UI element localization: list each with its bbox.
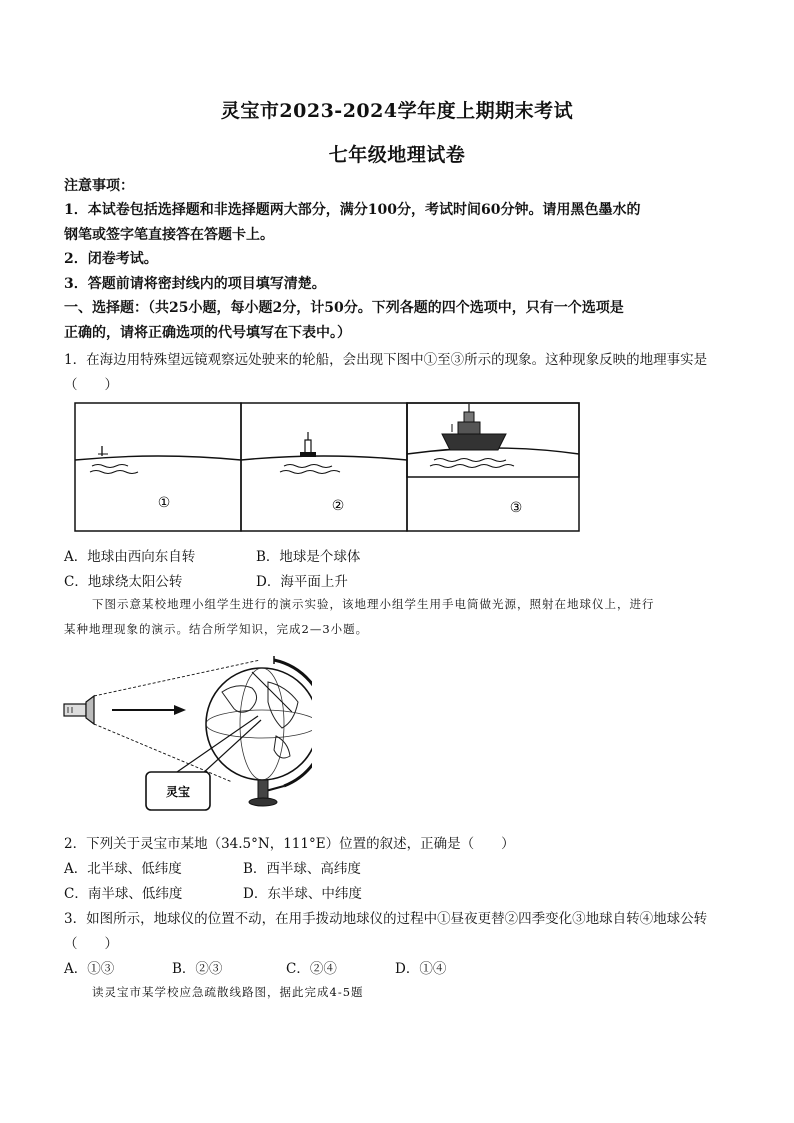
panel-2-label: ② <box>331 498 345 514</box>
notice-item-1-line-2: 钢笔或签字笔直接答在答题卡上。 <box>64 227 274 243</box>
section-1-heading-line-2: 正确的，请将正确选项的代号填写在下表中。） <box>64 325 351 341</box>
globe-icon <box>206 656 312 806</box>
q2-option-a[interactable]: A．北半球、低纬度 <box>64 861 182 877</box>
section-1-heading-line-1: 一、选择题：（共25小题，每小题2分，计50分。下列各题的四个选项中，只有一个选项是 <box>64 300 624 316</box>
q2-option-d[interactable]: D．东半球、中纬度 <box>243 886 362 902</box>
q3-option-b[interactable]: B．②③ <box>172 961 223 977</box>
lingbao-callout-label: 灵宝 <box>165 785 191 799</box>
q2-option-b[interactable]: B．西半球、高纬度 <box>243 861 361 877</box>
intro-4-5-line-1: 读灵宝市某学校应急疏散线路图，据此完成4-5题 <box>92 985 364 999</box>
q1-option-a[interactable]: A．地球由西向东自转 <box>64 549 196 565</box>
globe-experiment-figure <box>62 652 312 820</box>
notice-item-2: 2．闭卷考试。 <box>64 251 158 267</box>
panel-1-label: ① <box>157 495 171 511</box>
exam-title: 灵宝市2023-2024学年度上期期末考试 <box>220 100 574 122</box>
q3-stem-line-1: 3．如图所示，地球仪的位置不动，在用手拨动地球仪的过程中①昼夜更替②四季变化③地球自转④地球公转 <box>64 911 708 927</box>
notice-item-1-line-1: 1．本试卷包括选择题和非选择题两大部分，满分100分，考试时间60分钟。请用黑色墨水的 <box>64 202 641 218</box>
flashlight-icon <box>64 696 94 724</box>
light-direction-arrow-icon <box>112 705 186 715</box>
notice-item-3: 3．答题前请将密封线内的项目填写清楚。 <box>64 276 326 292</box>
q2-option-c[interactable]: C．南半球、低纬度 <box>64 886 183 902</box>
panel-2 <box>241 403 407 531</box>
q1-stem-line-1: 1．在海边用特殊望远镜观察远处驶来的轮船，会出现下图中①至③所示的现象。这种现象反映的地理事实是 <box>64 352 708 368</box>
exam-subtitle: 七年级地理试卷 <box>328 144 466 166</box>
q3-stem-line-2: （ ） <box>64 936 118 952</box>
panel-3 <box>407 403 579 531</box>
q3-option-c[interactable]: C．②④ <box>286 961 337 977</box>
q1-option-b[interactable]: B．地球是个球体 <box>256 549 361 565</box>
q1-stem-line-2: （ ） <box>64 377 118 393</box>
intro-2-3-line-2: 某种地理现象的演示。结合所学知识，完成2—3小题。 <box>64 622 369 636</box>
notice-heading: 注意事项： <box>64 178 134 194</box>
ship-horizon-figure <box>74 402 580 534</box>
q1-option-d[interactable]: D．海平面上升 <box>256 574 348 590</box>
q1-option-c[interactable]: C．地球绕太阳公转 <box>64 574 183 590</box>
q2-stem: 2．下列关于灵宝市某地（34.5°N，111°E）位置的叙述，正确是（ ） <box>64 836 515 852</box>
panel-3-label: ③ <box>509 500 523 516</box>
q3-option-d[interactable]: D．①④ <box>395 961 447 977</box>
intro-2-3-line-1: 下图示意某校地理小组学生进行的演示实验，该地理小组学生用手电筒做光源，照射在地球仪上，进行 <box>92 597 655 611</box>
panel-1 <box>75 403 241 531</box>
q3-option-a[interactable]: A．①③ <box>64 961 115 977</box>
